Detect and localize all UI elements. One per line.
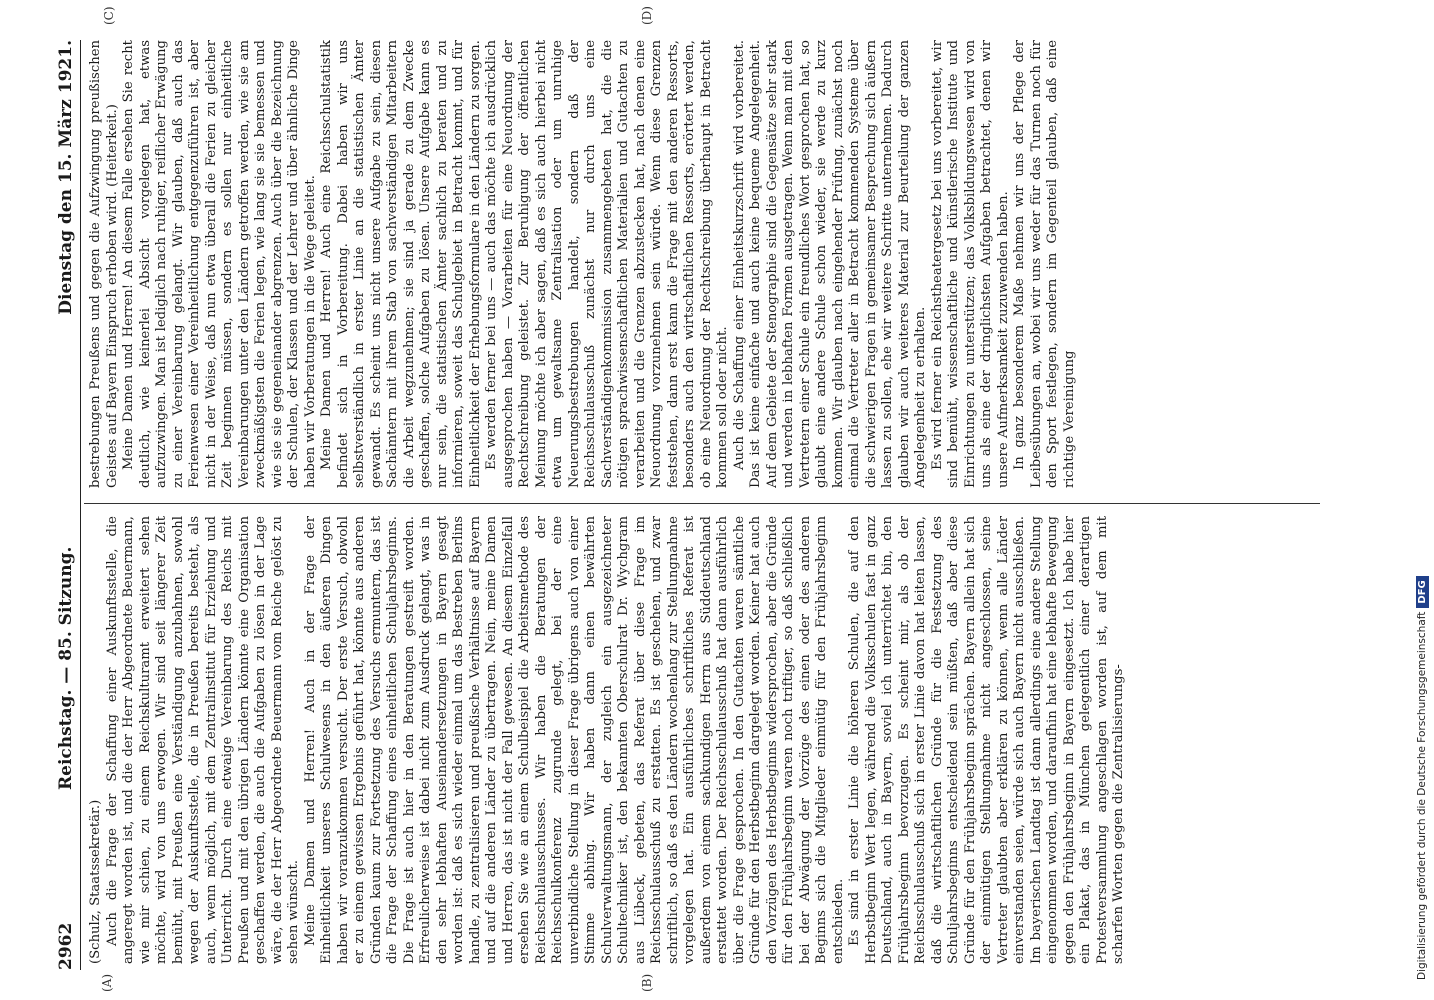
margin-marker-a: (A) — [100, 973, 114, 992]
session-title: Reichstag. — 85. Sitzung. — [56, 546, 76, 790]
paragraph: Meine Damen und Herren! Auch in der Frage der Einheitlichkeit unseres Schulwesens in den äußeren Dingen haben wir voranzukommen versucht. Der erste Versuch, obwohl er zu einem gewissen Ergebnis geführt hat, könnte aus anderen Gründen kaum zur Fortsetzung des Versuchs ermuntern, das ist die Frage der Schaffung eines einheitlichen Schuljahrsbeginns. Die Frage ist auch hier in den Beratungen gestreift worden. Erfreulicherweise ist dabei nicht zum Ausdruck gelangt, was in den sehr lebhaften Auseinandersetzungen in Bayern gesagt worden ist: daß es sich wieder einmal um das Bestreben Berlins handle, zu zentralisieren und preußische Verhältnisse auf Bayern und auf die anderen Länder zu übertragen. Nein, meine Damen und Herren, das ist nicht der Fall gewesen. An diesem Einzelfall ersehen Sie wie an einem Schulbeispiel die Arbeitsmethode des Reichsschulausschusses. Wir haben die Beratungen der Reichsschulkonferenz zugrunde gelegt, bei der eine unverbindliche Stellung in dieser Frage übrigens auch von einer Stimme abhing. Wir haben dann einen bewährten Schulverwaltungsmann, der zugleich ein ausgezeichneter Schultechniker ist, den bekannten Oberschulrat Dr. Wychgram aus Lübeck, gebeten, das Referat über diese Frage im Reichsschulausschuß zu erstatten. Es ist geschehen, und zwar schriftlich, so daß es den Ländern wochenlang zur Stellungnahme vorgelegen hat. Ein ausführliches schriftliches Referat ist außerdem von einem sachkundigen Herrn aus Süddeutschland erstattet worden. Der Reichsschulausschuß hat dann ausführlich über die Frage gesprochen. In den Gutachten waren sämtliche Gründe für den Herbstbeginn dargelegt worden. Keiner hat auch den Vorzügen des Herbstbeginns widersprochen, aber die Gründe für den Frühjahrsbeginn waren noch triftiger, so daß schließlich bei der Abwägung der Vorzüge des einen oder des anderen Beginns sich die Mitglieder einmütig für den Frühjahrsbeginn entschieden. — [302, 516, 846, 964]
funding-note — [1414, 0, 1430, 1000]
margin-marker-c: (C) — [102, 6, 116, 25]
paragraph: Auch die Frage der Schaffung einer Auskunftsstelle, die angeregt worden ist, und die der Herr Abgeordnete Beuermann, wie mir schien, zu einem Reichskulturamt erweitert sehen möchte, wird von uns erwogen. Wir sind seit längerer Zeit bemüht, mit Preußen eine Verständigung anzubahnen, sowohl wegen der Auskunftsstelle, die in Preußen bereits besteht, als auch, wenn möglich, mit dem Zentralinstitut für Erziehung und Unterricht. Durch eine etwaige Vereinbarung des Reichs mit Preußen und mit den übrigen Ländern könnte eine Organisation geschaffen werden, die auch die Aufgaben zu lösen in der Lage wäre, die der Herr Abgeordnete Beuermann vom Reiche gelöst zu sehen wünscht. — [104, 516, 301, 964]
paragraph: In ganz besonderem Maße nehmen wir uns der Pflege der Leibesübungen an, wobei wir uns weder für das Turnen noch für den Sport festlegen, sondern im Gegenteil glauben, daß eine richtige Vereinigung — [1012, 40, 1077, 488]
paragraph: Es wird ferner ein Reichstheatergesetz bei uns vorbereitet, wir sind bemüht, wissenschaftliche und künstlerische Institute und Einrichtungen zu unterstützen; das Volksbildungswesen wird von uns als eine der dringlichsten Aufgaben betrachtet, denen wir unsere Aufmerksamkeit zuzuwenden haben. — [929, 40, 1011, 488]
margin-marker-d: (D) — [640, 6, 654, 25]
paragraph: Meine Damen und Herren! Auch eine Reichsschulstatistik befindet sich in Vorbereitung. Dabei haben wir uns selbstverständlich in erster Linie an die statistischen Ämter gewandt. Es scheint uns nicht unsere Aufgabe zu sein, diesen Sachämtern mit ihrem Stab von sachverständigen Mitarbeitern die Arbeit wegzunehmen; sie sind ja gerade zu dem Zwecke geschaffen, solche Aufgaben zu lösen. Unsere Aufgabe kann es nur sein, die statistischen Ämter sachlich zu beraten und zu informieren, soweit das Schulgebiet in Betracht kommt, und für Einheitlichkeit der Erhebungsformulare in den Ländern zu sorgen. — [319, 40, 483, 488]
paragraph: Es sind in erster Linie die höheren Schulen, die auf den Herbstbeginn Wert legen, während die Volksschulen fast in ganz Deutschland, auch in Bayern, soviel ich unterrichtet bin, den Frühjahrsbeginn bevorzugen. Es scheint mir, als ob der Reichsschulausschuß sich in erster Linie davon hat leiten lassen, daß die wirtschaftlichen Gründe für die Festsetzung des Schuljahrsbeginns entscheidend sein müßten, daß aber diese Gründe für den Frühjahrsbeginn sprächen. Bayern allein hat sich der einmütigen Stellungnahme nicht angeschlossen, seine Vertreter glaubten aber erklären zu können, wenn alle Länder einverstanden seien, würde sich auch Bayern nicht ausschließen. Im bayerischen Landtag ist dann allerdings eine andere Stellung eingenommen worden, und daraufhin hat eine lebhafte Bewegung gegen den Frühjahrsbeginn in Bayern eingesetzt. Ich habe hier ein Plakat, das in München gelegentlich einer derartigen Protestversammlung angeschlagen worden ist, auf dem mit scharfen Worten gegen die Zentralisierungs- — [847, 516, 1126, 964]
page-number: 2962 — [56, 922, 76, 970]
funding-text: Digitalisierung gefördert durch die Deutsche Forschungsgemeinschaft — [1416, 611, 1428, 980]
column-divider — [84, 503, 1320, 504]
paragraph: Auch die Schaffung einer Einheitskurzschrift wird vorbereitet. Das ist keine einfache und auch keine bequeme Angelegenheit. Auf dem Gebiete der Stenographie sind die Gegensätze sehr stark und werden in lebhaften Formen ausgetragen. Wenn man mit den Vertretern einer Schule ein freundliches Wort gesprochen hat, so glaubt eine andere Schule schon wieder, sie werde zu kurz kommen. Wir glauben nach eingehender Prüfung, zunächst noch einmal die Vertreter aller in Betracht kommenden Systeme über die schwierigen Fragen in gemeinsamer Besprechung sich äußern lassen zu sollen, ehe wir weitere Schritte unternehmen. Dadurch glauben wir auch weiteres Material zur Beurteilung der ganzen Angelegenheit zu erhalten. — [731, 40, 928, 488]
paragraph: Es werden ferner bei uns — auch das möchte ich ausdrücklich ausgesprochen haben — Vorarbeiten für eine Neuordnung der Rechtschreibung geleistet. Zur Beruhigung der öffentlichen Meinung möchte ich aber sagen, daß es sich auch hierbei nicht etwa um gewaltsame Zentralisation oder um unruhige Neuerungsbestrebungen handelt, sondern daß der Reichsschulausschuß zunächst nur durch uns eine Sachverständigenkommission zusammengebeten hat, die die nötigen sprachwissenschaftlichen Materialien und Gutachten zu verarbeiten und die Grenzen abzustecken hat, nach denen eine Neuordnung vorzunehmen sein würde. Wenn diese Grenzen feststehen, dann erst kann die Frage mit den anderen Ressorts, besonders auch den wirtschaftlichen Ressorts, erörtert werden, ob eine Neuordnung der Rechtschreibung überhaupt in Betracht kommen soll oder nicht. — [484, 40, 730, 488]
speaker-label: (Schulz, Staatssekretär.) — [88, 799, 103, 964]
paragraph: Meine Damen und Herren! An diesem Falle ersehen Sie recht deutlich, wie keinerlei Absicht vorgelegen hat, etwas aufzuzwingen. Man ist lediglich nach ruhiger, reiflicher Erwägung zu einer Vereinbarung gelangt. Wir glauben, daß auch das Ferienwesen einer Vereinheitlichung entgegenzuführen ist, aber nicht in der Weise, daß nun etwa überall die Ferien zu gleicher Zeit beginnen müssen, sondern es sollen nur einheitliche Vereinbarungen unter den Ländern getroffen werden, wie sie am zweckmäßigsten die Ferien legen, wie lang sie sie bemessen und wie sie sie gegeneinander abgrenzen. Auch über die Bezeichnung der Schulen, der Klassen und der Lehrer und über ähnliche Dinge haben wir Vorberatungen in die Wege geleitet. — [121, 40, 318, 488]
margin-marker-b: (B) — [640, 973, 654, 992]
session-date: Dienstag den 15. März 1921. — [56, 40, 76, 315]
dfg-logo: DFG — [1416, 576, 1429, 607]
right-column — [88, 40, 1318, 488]
paragraph: bestrebungen Preußens und gegen die Aufzwingung preußischen Geistes auf Bayern Einspruch erhoben wird. (Heiterkeit.) — [88, 40, 120, 488]
header-rule — [80, 40, 81, 970]
page-header — [48, 40, 76, 970]
left-column — [88, 516, 1318, 964]
